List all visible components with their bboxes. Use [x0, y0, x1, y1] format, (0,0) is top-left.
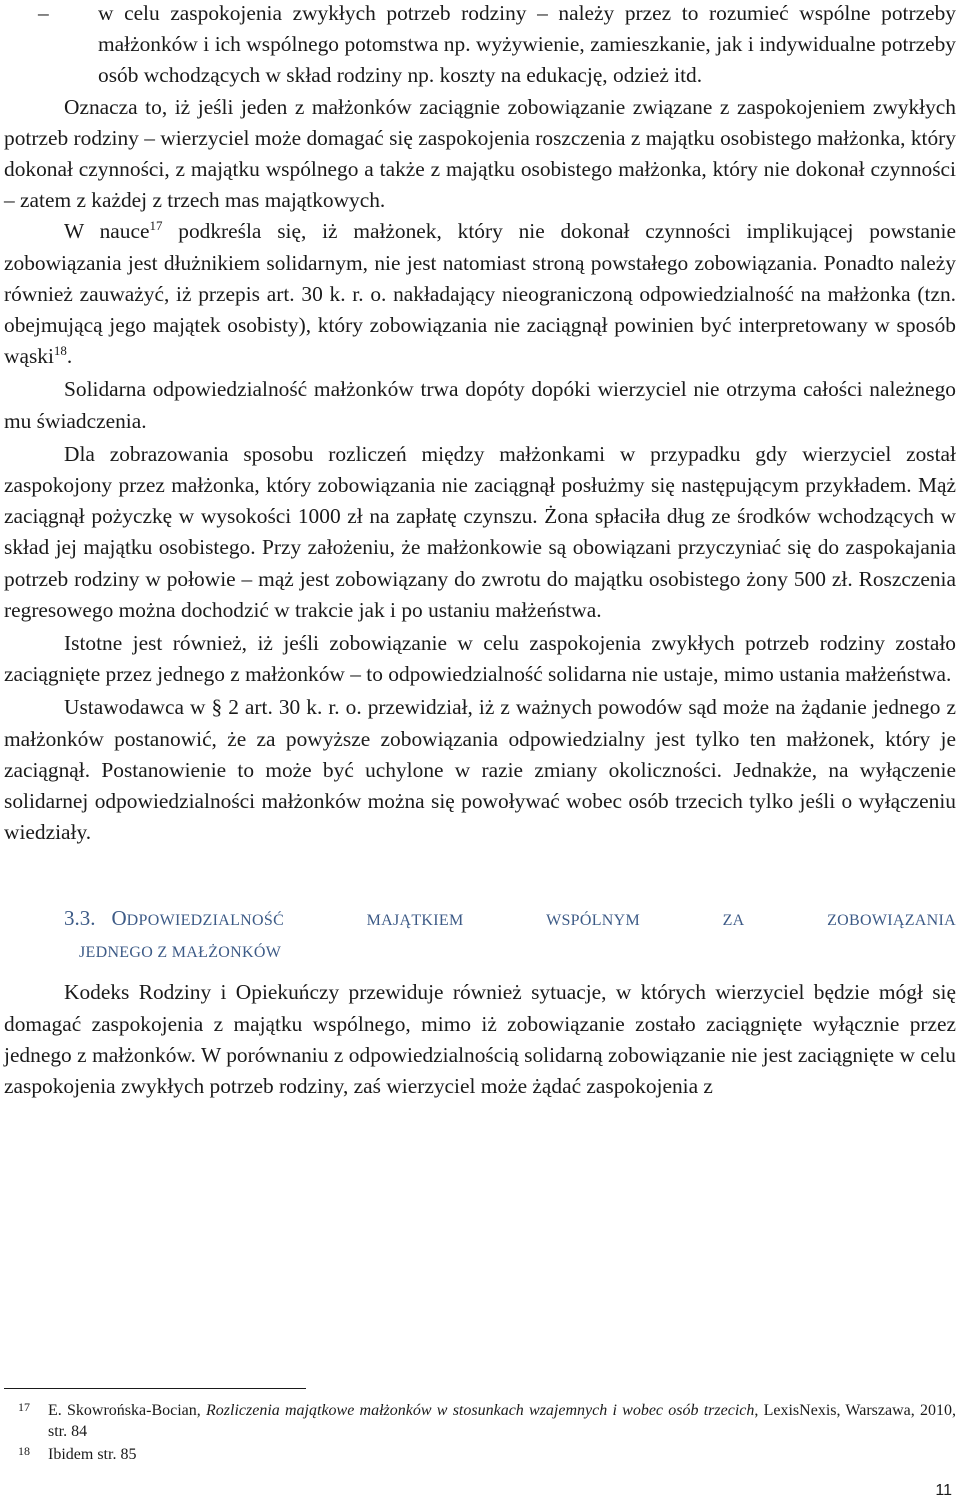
section-heading-word: WSPÓLNYM — [546, 912, 641, 930]
footnote-ref[interactable]: 18 — [53, 343, 67, 359]
paragraph-text: W nauce — [64, 219, 150, 244]
footnote-number: 17 — [18, 1400, 30, 1414]
section-heading — [4, 902, 956, 969]
section-heading-line: JEDNEGO Z MAŁŻONKÓW — [79, 944, 282, 962]
paragraph: Dla zobrazowania sposobu rozliczeń między małżonkami w przypadku gdy wierzyciel został zaspokojony przez małżonka, który zobowiązania nie zaciągnął posłużmy się następującym przykładem. Mąż zaciągnął pożyczkę w wysokości 1000 zł na zapłatę czynszu. Żona spłaciła dług ze środków wchodzących w skład jej majątku osobistego. Przy założeniu, że małżonkowie są obowiązani przyczyniać się do zaspokajania potrzeb rodziny w połowie – mąż jest zobowiązany do zwrotu do majątku osobistego żony 500 zł. Roszczenia regresowego można dochodzić w trakcie jak i po ustaniu małżeństwa. — [4, 441, 956, 622]
section-number: 3.3. — [64, 906, 96, 931]
bullet-item — [4, 0, 956, 92]
document-page — [4, 0, 956, 1102]
footnote-text — [48, 1400, 956, 1442]
section-heading-word: ZA — [722, 912, 745, 930]
paragraph-text: . — [66, 344, 73, 369]
paragraph: Istotne jest również, iż jeśli zobowiązanie w celu zaspokojenia zwykłych potrzeb rodziny zostało zaciągnięte przez jednego z małżonków – to odpowiedzialność solidarna nie ustaje, mimo ustania małżeństwa. — [4, 631, 956, 687]
footnote — [4, 1444, 956, 1465]
footnote-separator — [4, 1388, 306, 1389]
paragraph: Oznacza to, iż jeśli jeden z małżonków zaciągnie zobowiązanie związane z zaspokojeniem zwykłych potrzeb rodziny – wierzyciel może domagać się zaspokojenia roszczenia z majątku osobistego małżonka, który dokonał czynności, z majątku wspólnego a także z majątku osobistego małżonka, który nie dokonał czynności – zatem z każdej z trzech mas majątkowych. — [4, 94, 956, 213]
page-number: 11 — [935, 1482, 952, 1499]
footnote-title: Rozliczenia majątkowe małżonków w stosunkach wzajemnych i wobec osób trzecich — [206, 1402, 755, 1419]
footnotes — [4, 1400, 956, 1465]
footnote-author: E. Skowrońska-Bocian, — [48, 1402, 206, 1419]
section-heading-word-rest: DPOWIEDZIALNOŚĆ — [126, 912, 285, 930]
footnote-text: Ibidem str. 85 — [48, 1446, 137, 1463]
footnote-ref[interactable]: 17 — [149, 218, 163, 234]
section-heading-word: MAJĄTKIEM — [366, 912, 464, 930]
section-heading-word — [64, 902, 284, 937]
section-heading-initial: O — [111, 906, 127, 931]
section-heading-word: ZOBOWIĄZANIA — [827, 912, 956, 930]
bullet-text: w celu zaspokojenia zwykłych potrzeb rodziny – należy przez to rozumieć wspólne potrzeby małżonków i ich wspólnego potomstwa np. wyżywienie, zamieszkanie, jak i indywidualne potrzeby osób wchodzących w skład rodziny np. koszty na edukację, odzież itd. — [98, 1, 956, 88]
section-heading-line — [64, 902, 956, 937]
paragraph: Kodeks Rodziny i Opiekuńczy przewiduje również sytuacje, w których wierzyciel będzie mógł się domagać zaspokojenia z majątku wspólnego, mimo iż zobowiązanie zostało zaciągnięte wyłącznie przez jednego z małżonków. W porównaniu z odpowiedzialnością solidarną zobowiązanie nie jest zaciągnięte w celu zaspokojenia zwykłych potrzeb rodziny, zaś wierzyciel może żądać zaspokojenia z — [4, 980, 956, 1099]
bullet-dash: – — [38, 1, 49, 25]
footnote-source: , LexisNexis, Warszawa, 2010, str. 84 — [48, 1402, 956, 1440]
paragraph: Ustawodawca w § 2 art. 30 k. r. o. przewidział, iż z ważnych powodów sąd może na żądanie jednego z małżonków postanowić, że za powyższe zobowiązania odpowiedzialny jest tylko ten małżonek, który je zaciągnął. Postanowienie to może być uchylone w razie zmiany okoliczności. Jednakże, na wyłączenie solidarnej odpowiedzialności małżonków można się powoływać wobec osób trzecich tylko jeśli o wyłączeniu wiedziały. — [4, 695, 956, 845]
paragraph — [4, 216, 956, 372]
footnote — [4, 1400, 956, 1442]
footnote-number: 18 — [18, 1444, 30, 1458]
paragraph-text: podkreśla się, iż małżonek, który nie dokonał czynności implikującej powstanie zobowiązania jest dłużnikiem solidarnym, nie jest natomiast stroną powstałego zobowiązania. Ponadto należy również zauważyć, iż przepis art. 30 k. r. o. nakładający nieograniczoną odpowiedzialność na małżonka (tzn. obejmującą jego majątek osobisty), który zobowiązania nie zaciągnął powinien być interpretowany w sposób wąski — [4, 219, 956, 369]
paragraph: Solidarna odpowiedzialność małżonków trwa dopóty dopóki wierzyciel nie otrzyma całości należnego mu świadczenia. — [4, 377, 956, 433]
